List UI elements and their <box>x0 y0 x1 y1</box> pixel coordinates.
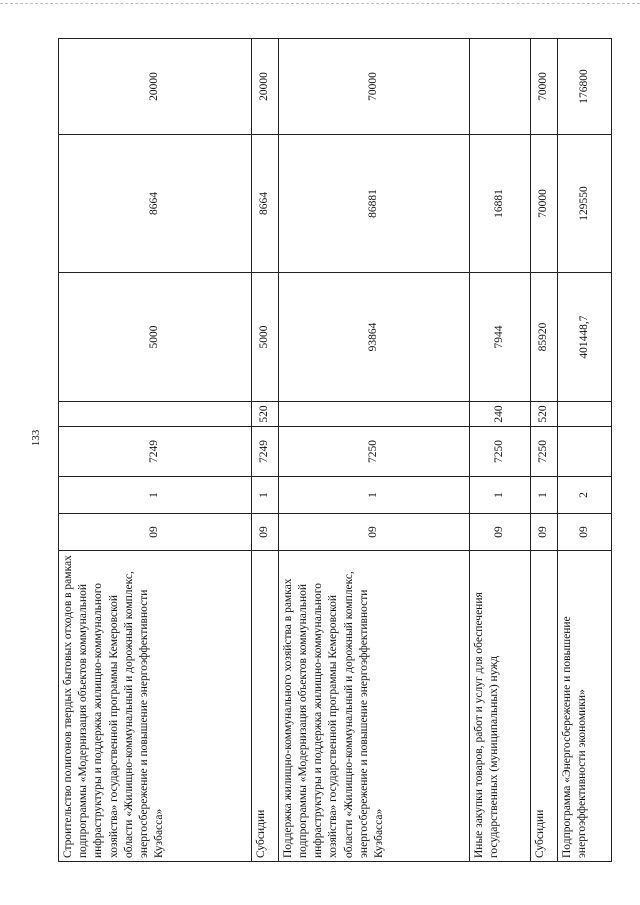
program-code: 1 <box>530 477 557 514</box>
value-year-3: 70000 <box>530 39 557 135</box>
row-name: Подпрограмма «Энергосбережение и повышение энергоэффективности экономики» <box>558 551 612 862</box>
section-code: 09 <box>278 514 469 551</box>
target-code: 7250 <box>470 427 531 477</box>
table-body <box>59 39 612 862</box>
row-name: Субсидии <box>251 551 278 862</box>
row-name: Субсидии <box>530 551 557 862</box>
table-row <box>59 39 252 862</box>
value-year-1: 5000 <box>251 273 278 402</box>
table-row <box>558 39 612 862</box>
value-year-3: 20000 <box>251 39 278 135</box>
budget-table <box>58 38 612 862</box>
value-year-1: 5000 <box>59 273 252 402</box>
target-code: 7249 <box>59 427 252 477</box>
scan-edge-line <box>0 3 640 5</box>
expense-type-code <box>278 402 469 427</box>
program-code: 1 <box>278 477 469 514</box>
value-year-2: 86881 <box>278 135 469 273</box>
section-code: 09 <box>558 514 612 551</box>
table-row <box>251 39 278 862</box>
expense-type-code: 520 <box>530 402 557 427</box>
program-code: 2 <box>558 477 612 514</box>
program-code: 1 <box>59 477 252 514</box>
table-row <box>278 39 469 862</box>
value-year-2: 8664 <box>59 135 252 273</box>
program-code: 1 <box>470 477 531 514</box>
value-year-2: 16881 <box>470 135 531 273</box>
table-row <box>530 39 557 862</box>
value-year-1: 7944 <box>470 273 531 402</box>
target-code <box>558 427 612 477</box>
value-year-2: 70000 <box>530 135 557 273</box>
page-number: 133 <box>30 429 42 447</box>
value-year-3: 70000 <box>278 39 469 135</box>
value-year-1: 401448,7 <box>558 273 612 402</box>
program-code: 1 <box>251 477 278 514</box>
value-year-2: 8664 <box>251 135 278 273</box>
row-name: Поддержка жилищно-коммунального хозяйства в рамках подпрограммы «Модернизация объектов коммунальной инфраструктуры и поддержка жилищно-коммунального хозяйства» государственной программы Кемеровской области «Жилищно-коммунальный и дорожный комплекс, энергосбережение и повышение энергоэффективности Кузбасса» <box>278 551 469 862</box>
value-year-2: 129550 <box>558 135 612 273</box>
value-year-3: 176800 <box>558 39 612 135</box>
value-year-3: 20000 <box>59 39 252 135</box>
section-code: 09 <box>251 514 278 551</box>
expense-type-code <box>558 402 612 427</box>
table-row <box>470 39 531 862</box>
value-year-3 <box>470 39 531 135</box>
target-code: 7249 <box>251 427 278 477</box>
expense-type-code: 520 <box>251 402 278 427</box>
expense-type-code <box>59 402 252 427</box>
value-year-1: 93864 <box>278 273 469 402</box>
row-name: Строительство полигонов твердых бытовых отходов в рамках подпрограммы «Модернизация объектов коммунальной инфраструктуры и поддержка жилищно-коммунального хозяйства» государственной программы Кемеровской области «Жилищно-коммунальный и дорожный комплекс, энергосбережение и повышение энергоэффективности Кузбасса» <box>59 551 252 862</box>
section-code: 09 <box>470 514 531 551</box>
row-name: Иные закупки товаров, работ и услуг для обеспечения государственных (муниципальных) нужд <box>470 551 531 862</box>
section-code: 09 <box>59 514 252 551</box>
section-code: 09 <box>530 514 557 551</box>
expense-type-code: 240 <box>470 402 531 427</box>
target-code: 7250 <box>530 427 557 477</box>
target-code: 7250 <box>278 427 469 477</box>
budget-table-rotated <box>58 39 612 862</box>
value-year-1: 85920 <box>530 273 557 402</box>
